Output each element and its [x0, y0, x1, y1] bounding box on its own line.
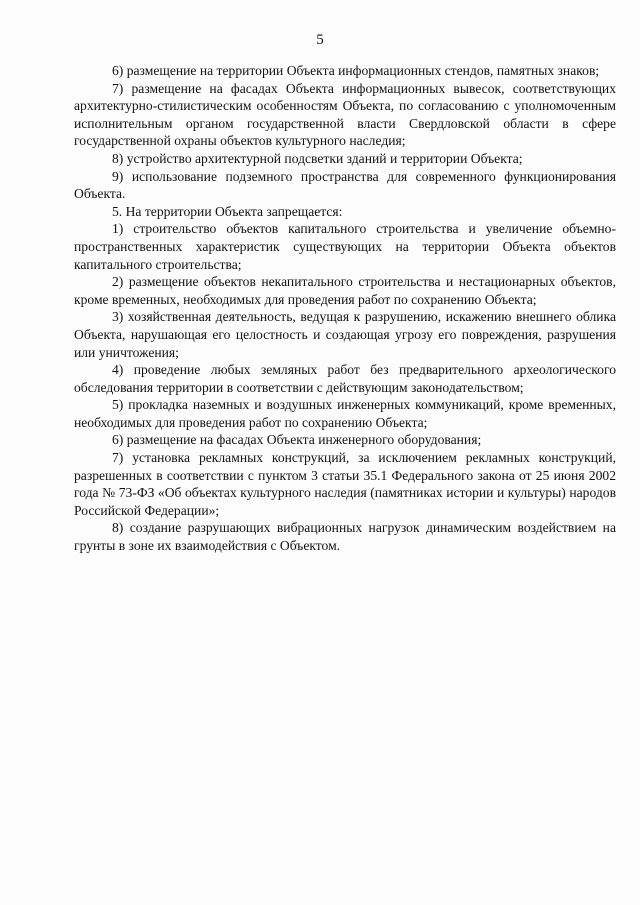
paragraph: 3) хозяйственная деятельность, ведущая к разрушению, искажению внешнего облика Объекта, нарушающая его целостность и создающая угрозу его повреждения, разрушения или уничтожения; [74, 309, 616, 360]
paragraph: 6) размещение на фасадах Объекта инженерного оборудования; [112, 432, 482, 448]
paragraph: 1) строительство объектов капитального строительства и увеличение объемно-пространственных характеристик существующих на территории Объекта объектов капитального строительства; [74, 221, 616, 272]
paragraph: 7) размещение на фасадах Объекта информационных вывесок, соответствующих архитектурно-стилистическим особенностям Объекта, по согласованию с уполномоченным исполнительным органом государственной власти Свердловской области в сфере государственной охраны объектов культурного наследия; [74, 80, 616, 149]
paragraph: 8) устройство архитектурной подсветки зданий и территории Объекта; [112, 150, 523, 166]
section-heading: 5. На территории Объекта запрещается: [112, 203, 343, 219]
paragraph: 4) проведение любых земляных работ без предварительного археологического обследования территории в соответствии с действующим законодательством; [74, 362, 616, 395]
paragraph: 9) использование подземного пространства для современного функционирования Объекта. [74, 168, 616, 202]
document-body [74, 62, 616, 555]
paragraph: 8) создание разрушающих вибрационных нагрузок динамическим воздействием на грунты в зоне их взаимодействия с Объектом. [74, 520, 616, 554]
paragraph: 7) установка рекламных конструкций, за исключением рекламных конструкций, разрешенных в соответствии с пунктом 3 статьи 35.1 Федерального закона от 25 июня 2002 года № 73-ФЗ «Об объектах культурного наследия (памятниках истории и культуры) народов Российской Федерации»; [74, 450, 616, 518]
paragraph: 5) прокладка наземных и воздушных инженерных коммуникаций, кроме временных, необходимых для проведения работ по сохранению Объекта; [74, 397, 616, 430]
paragraph: 6) размещение на территории Объекта информационных стендов, памятных знаков; [112, 63, 600, 78]
page-number: 5 [316, 32, 324, 48]
paragraph: 2) размещение объектов некапитального строительства и нестационарных объектов, кроме временных, необходимых для проведения работ по сохранению Объекта; [74, 274, 616, 307]
